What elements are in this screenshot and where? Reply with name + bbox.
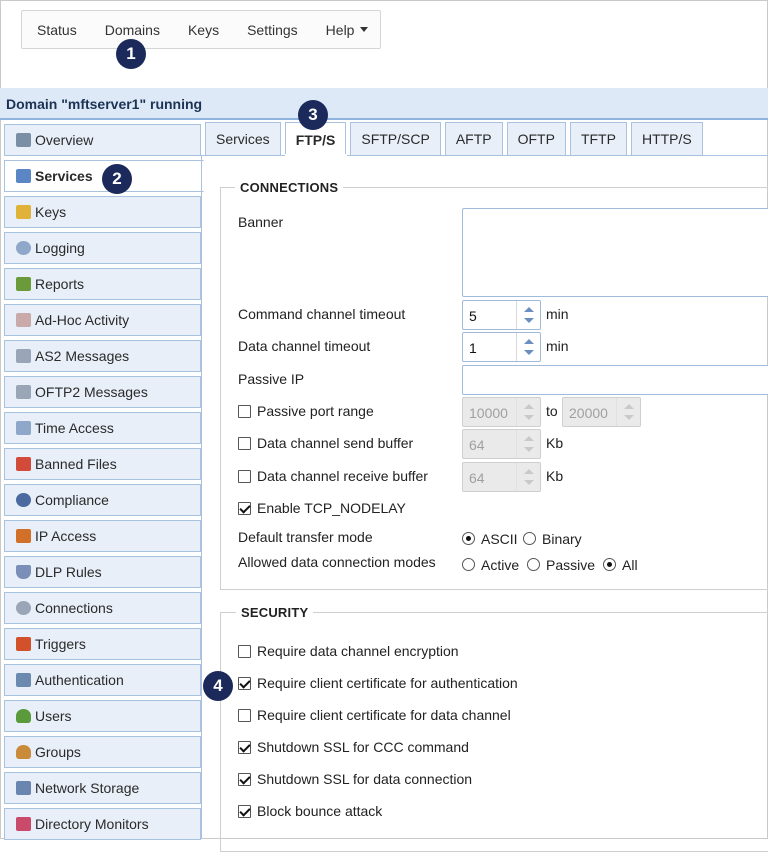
transfer-mode-label: Default transfer mode: [238, 529, 373, 545]
tab-label: FTP/S: [295, 132, 336, 148]
overview-icon: [16, 133, 31, 147]
sidebar-item-label: IP Access: [35, 528, 97, 544]
spinner-arrows[interactable]: [616, 398, 640, 426]
content-divider: [201, 155, 202, 839]
groups-icon: [16, 745, 31, 759]
sidebar-item-logging[interactable]: [4, 232, 201, 264]
menu-status-label: Status: [37, 21, 77, 38]
banner-textarea[interactable]: [462, 208, 768, 297]
menu-help-label: Help: [325, 21, 355, 38]
caret-down-icon: [360, 27, 368, 32]
sidebar-item-label: Directory Monitors: [35, 816, 149, 832]
chevron-down-icon: [524, 318, 534, 323]
callout-badge: 1: [116, 39, 146, 69]
passive-port-to-spinner[interactable]: [562, 397, 641, 427]
conn-mode-passive-label: Passive: [546, 557, 596, 573]
tab-tftp[interactable]: [570, 122, 627, 155]
sidebar-item-label: AS2 Messages: [35, 348, 130, 364]
menu-help[interactable]: [312, 11, 383, 48]
block-bounce-attack-checkbox[interactable]: [238, 805, 251, 818]
sidebar-item-triggers[interactable]: [4, 628, 201, 660]
user-icon: [16, 709, 31, 723]
transfer-mode-ascii-label: ASCII: [481, 531, 518, 547]
sidebar-item-groups[interactable]: [4, 736, 201, 768]
spinner-value: 64: [469, 437, 485, 453]
banner-label: Banner: [238, 214, 284, 230]
sidebar-item-directory-monitors[interactable]: [4, 808, 201, 840]
passive-port-range-label: Passive port range: [257, 403, 374, 419]
conn-mode-passive-radio[interactable]: [527, 558, 540, 571]
send-buffer-label: Data channel send buffer: [257, 435, 414, 451]
data-channel-timeout-label: Data channel timeout: [238, 338, 371, 354]
passive-port-range-checkbox[interactable]: [238, 405, 251, 418]
sidebar-item-keys[interactable]: [4, 196, 201, 228]
menu-settings-label: Settings: [247, 21, 298, 38]
sidebar-item-label: Reports: [35, 276, 85, 292]
conn-mode-all-label: All: [622, 557, 638, 573]
sidebar-item-dlp-rules[interactable]: [4, 556, 201, 588]
spinner-value: 1: [469, 340, 477, 356]
connections-icon: [16, 601, 31, 615]
chevron-up-icon: [524, 404, 534, 409]
spinner-value: 20000: [569, 405, 608, 421]
tab-label: TFTP: [580, 131, 616, 147]
sidebar-item-overview[interactable]: [4, 124, 201, 156]
spinner-arrows[interactable]: [516, 301, 540, 329]
command-channel-timeout-spinner[interactable]: [462, 300, 541, 330]
spinner-value: 5: [469, 308, 477, 324]
transfer-mode-binary-label: Binary: [542, 531, 582, 547]
sidebar-item-users[interactable]: [4, 700, 201, 732]
envelope-icon: [16, 313, 31, 327]
sidebar-item-label: Overview: [35, 132, 94, 148]
sidebar-item-connections[interactable]: [4, 592, 201, 624]
sidebar-item-label: DLP Rules: [35, 564, 102, 580]
spinner-arrows[interactable]: [516, 430, 540, 458]
transfer-mode-ascii-radio[interactable]: [462, 532, 475, 545]
sidebar-item-label: Compliance: [35, 492, 109, 508]
sidebar-item-label: Triggers: [35, 636, 86, 652]
reports-icon: [16, 277, 31, 291]
domain-status-bar: [0, 88, 768, 120]
connections-legend: CONNECTIONS: [235, 180, 343, 195]
sidebar-item-label: Ad-Hoc Activity: [35, 312, 130, 328]
sidebar-item-label: OFTP2 Messages: [35, 384, 148, 400]
chevron-down-icon: [524, 447, 534, 452]
service-tabs: [205, 122, 707, 156]
menu-status[interactable]: [22, 11, 91, 48]
menu-keys-label: Keys: [187, 21, 220, 38]
shutdown-ssl-data-checkbox[interactable]: [238, 773, 251, 786]
send-buffer-spinner[interactable]: [462, 429, 541, 459]
tab-sftp-scp[interactable]: [350, 122, 440, 155]
passive-ip-label: Passive IP: [238, 371, 305, 387]
shield-icon: [16, 565, 31, 579]
sidebar-item-compliance[interactable]: [4, 484, 201, 516]
sidebar-item-label: Logging: [35, 240, 85, 256]
callout-badge: 2: [102, 164, 132, 194]
services-icon: [16, 169, 31, 183]
chevron-up-icon: [524, 469, 534, 474]
menu-settings[interactable]: [233, 11, 312, 48]
conn-mode-active-radio[interactable]: [462, 558, 475, 571]
callout-badge: 3: [298, 100, 328, 130]
tcp-nodelay-label: Enable TCP_NODELAY: [257, 500, 406, 516]
passive-port-from-spinner[interactable]: [462, 397, 541, 427]
shutdown-ssl-ccc-checkbox[interactable]: [238, 741, 251, 754]
require-client-cert-data-checkbox[interactable]: [238, 709, 251, 722]
sidebar-item-oftp2-messages[interactable]: [4, 376, 201, 408]
sidebar-item-label: Time Access: [35, 420, 114, 436]
receive-buffer-unit: Kb: [546, 468, 564, 484]
receive-buffer-spinner[interactable]: [462, 462, 541, 492]
transfer-mode-binary-radio[interactable]: [523, 532, 536, 545]
sidebar-item-label: Services: [35, 168, 93, 184]
sidebar-nav: [4, 124, 201, 844]
sidebar-item-label: Groups: [35, 744, 81, 760]
security-option-label: Shutdown SSL for data connection: [257, 771, 473, 787]
security-option-label: Block bounce attack: [257, 803, 383, 819]
connection-modes-label: Allowed data connection modes: [238, 554, 436, 570]
sidebar-item-time-access[interactable]: [4, 412, 201, 444]
triggers-icon: [16, 637, 31, 651]
tab-label: SFTP/SCP: [361, 131, 430, 147]
security-option-label: Require client certificate for authentication: [257, 675, 518, 691]
tab-label: AFTP: [455, 131, 492, 147]
spinner-arrows[interactable]: [516, 463, 540, 491]
domain-title: Domain "mftserver1" running: [6, 96, 203, 112]
sidebar-item-authentication[interactable]: [4, 664, 201, 696]
authentication-icon: [16, 673, 31, 687]
top-menubar: [21, 10, 381, 49]
tcp-nodelay-checkbox[interactable]: [238, 502, 251, 515]
compliance-icon: [16, 493, 31, 507]
require-client-cert-auth-checkbox[interactable]: [238, 677, 251, 690]
chevron-down-icon: [524, 350, 534, 355]
passive-ip-input[interactable]: [462, 365, 768, 395]
chevron-down-icon: [524, 415, 534, 420]
send-buffer-checkbox[interactable]: [238, 437, 251, 450]
spinner-value: 64: [469, 470, 485, 486]
sidebar-item-adhoc-activity[interactable]: [4, 304, 201, 336]
oftp2-icon: [16, 385, 31, 399]
network-storage-icon: [16, 781, 31, 795]
as2-icon: [16, 349, 31, 363]
menu-domains-label: Domains: [104, 21, 160, 38]
logging-icon: [16, 241, 31, 255]
tab-label: HTTP/S: [641, 131, 692, 147]
sidebar-item-as2-messages[interactable]: [4, 340, 201, 372]
conn-mode-active-label: Active: [481, 557, 520, 573]
sidebar-item-label: Authentication: [35, 672, 124, 688]
tab-label: Services: [216, 131, 270, 147]
directory-monitor-icon: [16, 817, 31, 831]
sidebar-item-label: Users: [35, 708, 72, 724]
security-option-label: Shutdown SSL for CCC command: [257, 739, 469, 755]
security-option-label: Require client certificate for data channel: [257, 707, 511, 723]
sidebar-item-label: Connections: [35, 600, 113, 616]
port-range-to-label: to: [546, 403, 558, 419]
tab-services[interactable]: [205, 122, 281, 155]
spinner-arrows[interactable]: [516, 398, 540, 426]
chevron-up-icon: [524, 307, 534, 312]
sidebar-item-reports[interactable]: [4, 268, 201, 300]
menu-keys[interactable]: [174, 11, 233, 48]
receive-buffer-label: Data channel receive buffer: [257, 468, 428, 484]
send-buffer-unit: Kb: [546, 435, 564, 451]
tab-oftp[interactable]: [507, 122, 566, 155]
chevron-up-icon: [524, 436, 534, 441]
require-data-encryption-checkbox[interactable]: [238, 645, 251, 658]
chevron-down-icon: [524, 480, 534, 485]
tab-aftp[interactable]: [445, 122, 503, 155]
security-legend: SECURITY: [236, 605, 313, 620]
receive-buffer-checkbox[interactable]: [238, 470, 251, 483]
tab-https[interactable]: [631, 122, 703, 155]
sidebar-item-ip-access[interactable]: [4, 520, 201, 552]
tab-label: OFTP: [517, 131, 555, 147]
callout-badge: 4: [203, 671, 233, 701]
banned-icon: [16, 457, 31, 471]
active-tab-gap: [285, 154, 347, 157]
sidebar-item-network-storage[interactable]: [4, 772, 201, 804]
spinner-arrows[interactable]: [516, 333, 540, 361]
security-option-label: Require data channel encryption: [257, 643, 459, 659]
command-channel-timeout-label: Command channel timeout: [238, 306, 406, 322]
command-timeout-unit: min: [546, 306, 569, 322]
data-channel-timeout-spinner[interactable]: [462, 332, 541, 362]
sidebar-item-banned-files[interactable]: [4, 448, 201, 480]
sidebar-item-label: Banned Files: [35, 456, 117, 472]
keys-icon: [16, 205, 31, 219]
spinner-value: 10000: [469, 405, 508, 421]
conn-mode-all-radio[interactable]: [603, 558, 616, 571]
chevron-up-icon: [524, 339, 534, 344]
firewall-icon: [16, 529, 31, 543]
sidebar-item-label: Keys: [35, 204, 67, 220]
data-timeout-unit: min: [546, 338, 569, 354]
sidebar-item-label: Network Storage: [35, 780, 140, 796]
clock-icon: [16, 421, 31, 435]
chevron-down-icon: [624, 415, 634, 420]
chevron-up-icon: [624, 404, 634, 409]
